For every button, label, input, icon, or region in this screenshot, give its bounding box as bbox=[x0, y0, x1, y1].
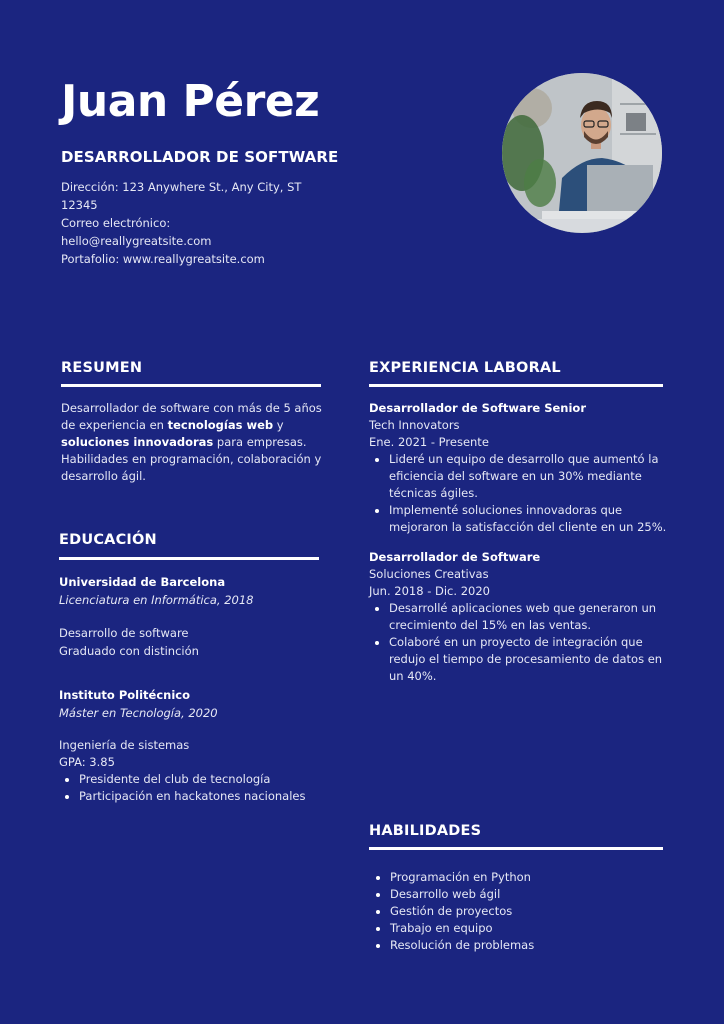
list-item: Colaboré en un proyecto de integración que redujo el tiempo de procesamiento de datos en un 40%. bbox=[369, 634, 669, 685]
education-entry bbox=[59, 574, 329, 660]
list-item: Programación en Python bbox=[370, 869, 660, 886]
job-dates: Ene. 2021 - Presente bbox=[369, 435, 489, 449]
education-note: GPA: 3.85 bbox=[59, 755, 115, 769]
list-item: Desarrollé aplicaciones web que generaron un crecimiento del 15% en las ventas. bbox=[369, 600, 669, 634]
profile-photo bbox=[502, 73, 662, 233]
contact-address: Dirección: 123 Anywhere St., Any City, ST 12345 bbox=[61, 180, 302, 212]
job-entry bbox=[369, 400, 669, 536]
contact-email: Correo electrónico: hello@reallygreatsite.com bbox=[61, 216, 212, 248]
job-position: Desarrollador de Software Senior bbox=[369, 401, 587, 415]
job-entry bbox=[369, 549, 669, 685]
job-title: DESARROLLADOR DE SOFTWARE bbox=[61, 148, 339, 166]
job-achievements bbox=[369, 451, 669, 536]
education-achievements bbox=[59, 771, 329, 805]
education-title: EDUCACIÓN bbox=[59, 532, 157, 548]
list-item: Participación en hackatones nacionales bbox=[59, 788, 329, 805]
summary-title: RESUMEN bbox=[61, 360, 143, 376]
education-note: Graduado con distinción bbox=[59, 644, 199, 658]
skills-divider bbox=[369, 847, 663, 850]
job-position: Desarrollador de Software bbox=[369, 550, 541, 564]
education-institution: Universidad de Barcelona bbox=[59, 575, 226, 589]
list-item: Implementé soluciones innovadoras que mejoraron la satisfacción del cliente en un 25%. bbox=[369, 502, 669, 536]
person-at-laptop-illustration bbox=[502, 73, 662, 233]
summary-text: Desarrollador de software con más de 5 años de experiencia en tecnologías web y soluciones innovadoras para empresas. Habilidades en programación, colaboración y desarrollo ágil. bbox=[61, 401, 322, 483]
education-institution: Instituto Politécnico bbox=[59, 688, 191, 702]
job-company: Tech Innovators bbox=[369, 418, 460, 432]
list-item: Trabajo en equipo bbox=[370, 920, 660, 937]
list-item: Presidente del club de tecnología bbox=[59, 771, 329, 788]
education-degree: Licenciatura en Informática, 2018 bbox=[59, 593, 254, 607]
skills-title: HABILIDADES bbox=[369, 823, 482, 839]
summary-highlight: tecnologías web bbox=[167, 418, 274, 432]
job-company: Soluciones Creativas bbox=[369, 567, 489, 581]
experience-title: EXPERIENCIA LABORAL bbox=[369, 360, 561, 376]
summary-divider bbox=[61, 384, 321, 387]
education-entry bbox=[59, 687, 329, 805]
education-divider bbox=[59, 557, 319, 560]
candidate-name: Juan Pérez bbox=[61, 76, 320, 127]
summary-highlight: soluciones innovadoras bbox=[61, 435, 214, 449]
education-field: Desarrollo de software bbox=[59, 626, 189, 640]
job-dates: Jun. 2018 - Dic. 2020 bbox=[369, 584, 490, 598]
contact-portfolio: Portafolio: www.reallygreatsite.com bbox=[61, 252, 265, 266]
list-item: Gestión de proyectos bbox=[370, 903, 660, 920]
list-item: Desarrollo web ágil bbox=[370, 886, 660, 903]
skills-list bbox=[370, 869, 660, 954]
experience-divider bbox=[369, 384, 663, 387]
education-field: Ingeniería de sistemas bbox=[59, 738, 190, 752]
contact-info bbox=[61, 178, 321, 268]
education-degree: Máster en Tecnología, 2020 bbox=[59, 706, 218, 720]
list-item: Lideré un equipo de desarrollo que aumentó la eficiencia del software en un 30% mediante técnicas ágiles. bbox=[369, 451, 669, 502]
list-item: Resolución de problemas bbox=[370, 937, 660, 954]
job-achievements bbox=[369, 600, 669, 685]
